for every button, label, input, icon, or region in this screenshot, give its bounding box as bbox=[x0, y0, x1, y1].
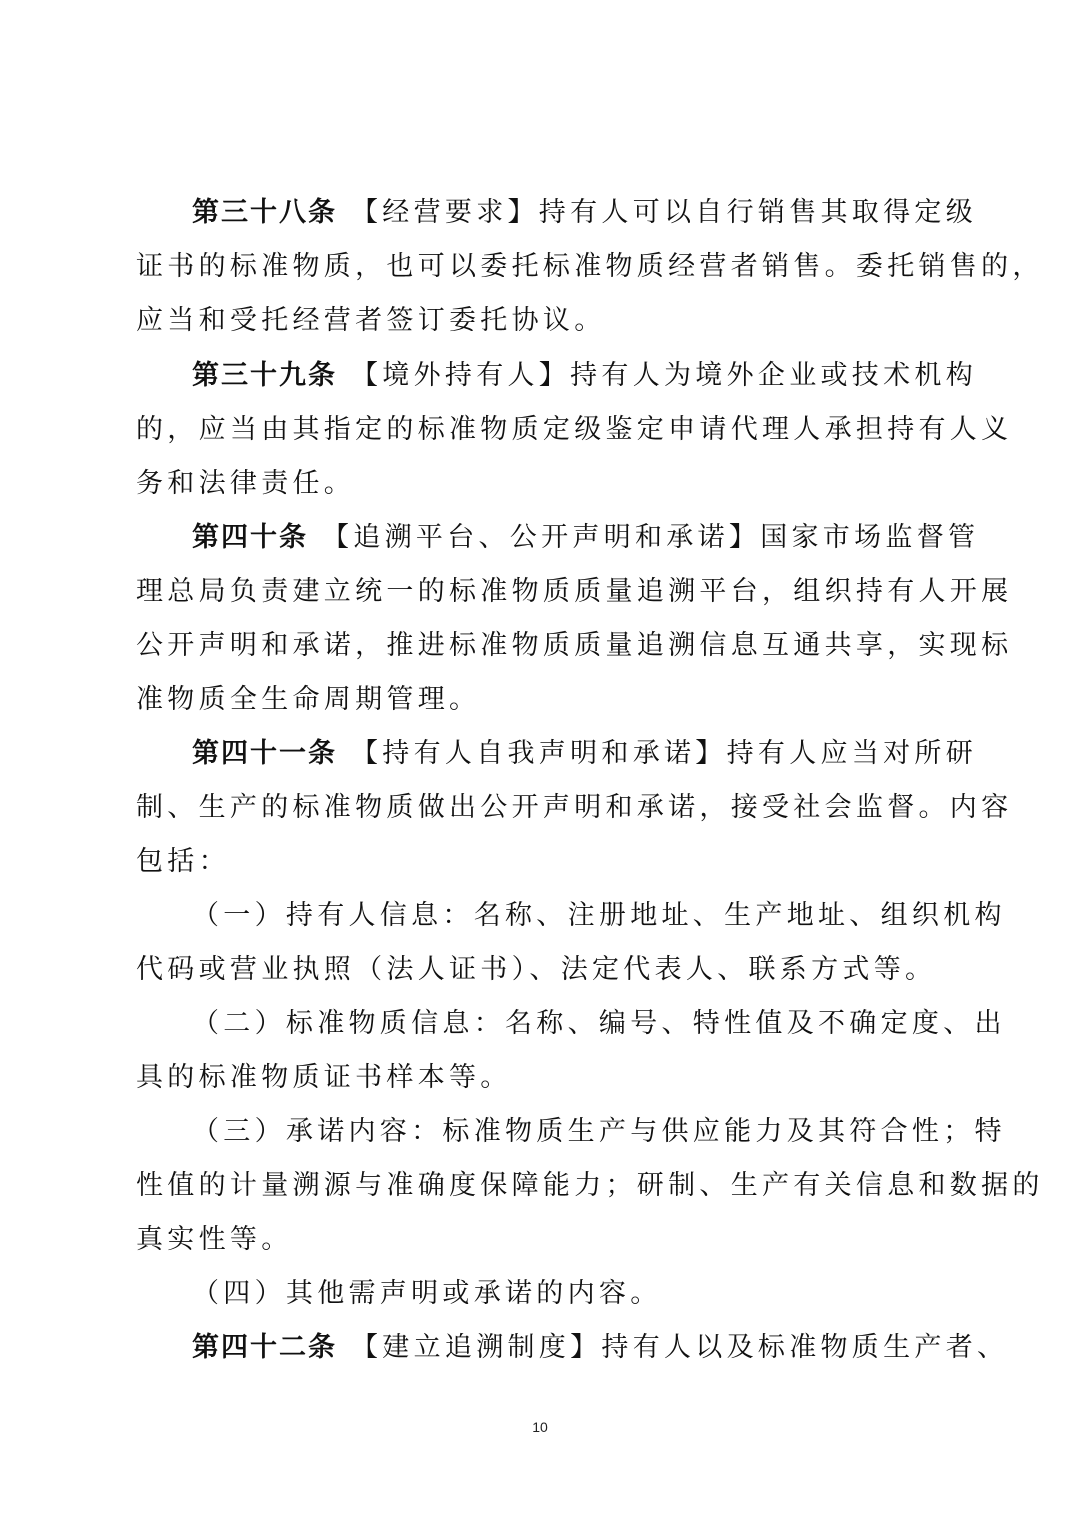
article-38-line-2: 证书的标准物质，也可以委托标准物质经营者销售。委托销售的， bbox=[136, 251, 1044, 282]
article-text: 【持有人自我声明和承诺】持有人应当对所研 bbox=[351, 738, 977, 769]
article-41-line-1 bbox=[192, 734, 977, 774]
article-38-line-1 bbox=[192, 193, 977, 233]
article-heading: 第三十九条 bbox=[192, 360, 337, 391]
article-heading: 第三十八条 bbox=[192, 197, 337, 228]
item-3-line-3: 真实性等。 bbox=[136, 1224, 293, 1255]
item-2-line-1: （二）标准物质信息：名称、编号、特性值及不确定度、出 bbox=[192, 1008, 1006, 1039]
item-2-line-2: 具的标准物质证书样本等。 bbox=[136, 1062, 512, 1093]
item-1-line-1: （一）持有人信息：名称、注册地址、生产地址、组织机构 bbox=[192, 900, 1006, 931]
article-heading: 第四十条 bbox=[192, 522, 308, 553]
article-text: 【追溯平台、公开声明和承诺】国家市场监督管 bbox=[322, 522, 980, 553]
article-text: 【建立追溯制度】持有人以及标准物质生产者、 bbox=[351, 1332, 1009, 1363]
article-text: 【经营要求】持有人可以自行销售其取得定级 bbox=[351, 197, 977, 228]
item-3-line-1: （三）承诺内容：标准物质生产与供应能力及其符合性；特 bbox=[192, 1116, 1006, 1147]
article-text: 【境外持有人】持有人为境外企业或技术机构 bbox=[351, 360, 977, 391]
article-41-line-3: 包括： bbox=[136, 846, 230, 877]
article-heading: 第四十二条 bbox=[192, 1332, 337, 1363]
article-38-line-3: 应当和受托经营者签订委托协议。 bbox=[136, 305, 606, 336]
item-1-line-2: 代码或营业执照（法人证书）、法定代表人、联系方式等。 bbox=[136, 954, 937, 985]
article-39-line-2: 的，应当由其指定的标准物质定级鉴定申请代理人承担持有人义 bbox=[136, 414, 1013, 445]
item-4-line-1: （四）其他需声明或承诺的内容。 bbox=[192, 1278, 662, 1309]
page-number: 10 bbox=[532, 1419, 548, 1435]
article-40-line-1 bbox=[192, 518, 980, 558]
item-3-line-2: 性值的计量溯源与准确度保障能力；研制、生产有关信息和数据的 bbox=[136, 1170, 1044, 1201]
article-42-line-1 bbox=[192, 1328, 1009, 1368]
article-40-line-2: 理总局负责建立统一的标准物质质量追溯平台，组织持有人开展 bbox=[136, 576, 1013, 607]
article-40-line-3: 公开声明和承诺，推进标准物质质量追溯信息互通共享，实现标 bbox=[136, 630, 1013, 661]
article-40-line-4: 准物质全生命周期管理。 bbox=[136, 684, 481, 715]
article-39-line-3: 务和法律责任。 bbox=[136, 468, 356, 499]
article-heading: 第四十一条 bbox=[192, 738, 337, 769]
article-41-line-2: 制、生产的标准物质做出公开声明和承诺，接受社会监督。内容 bbox=[136, 792, 1013, 823]
article-39-line-1 bbox=[192, 356, 977, 396]
